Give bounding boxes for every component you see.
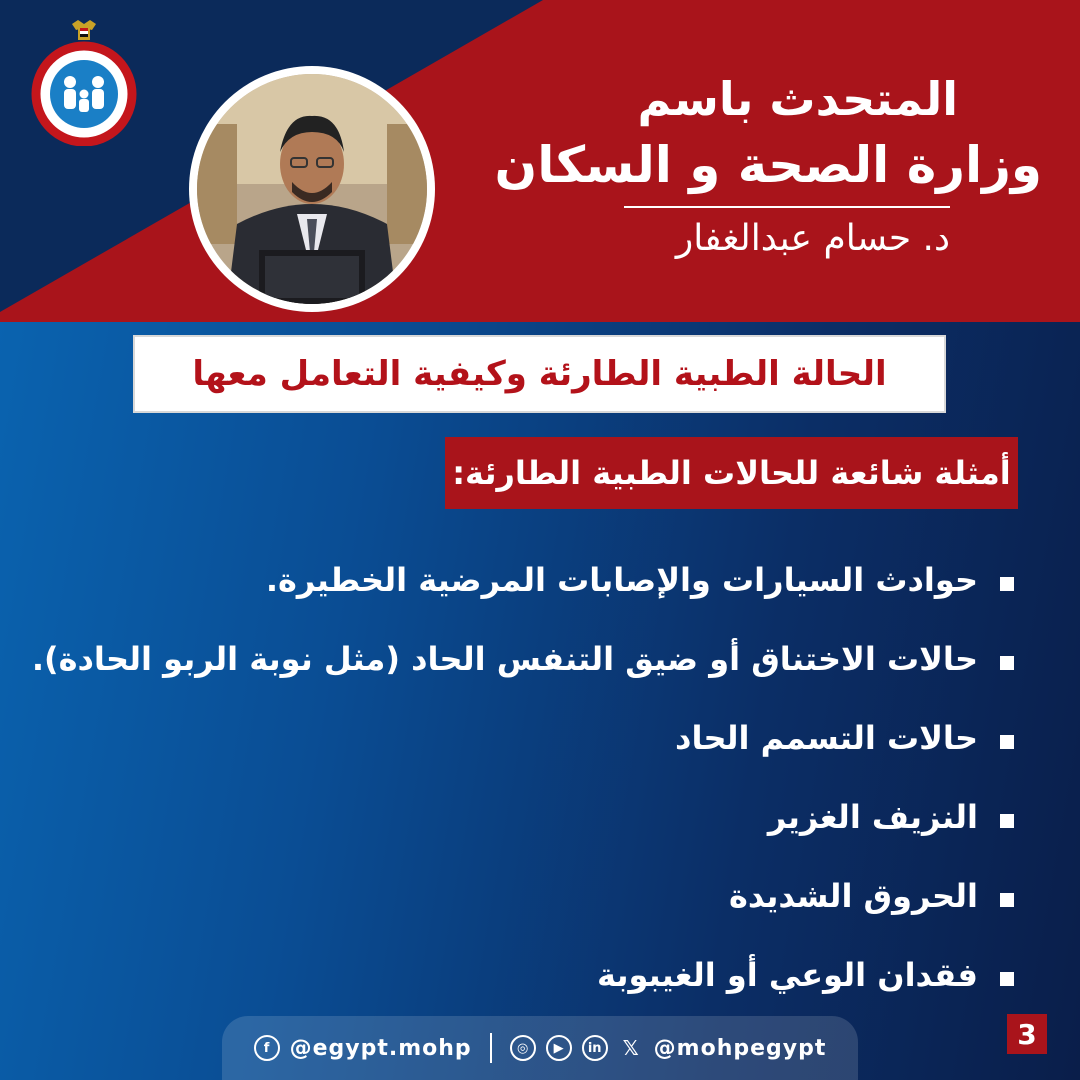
speaker-photo-frame bbox=[189, 66, 435, 312]
instagram-icon[interactable]: ◎ bbox=[510, 1035, 536, 1061]
linkedin-icon[interactable]: in bbox=[582, 1035, 608, 1061]
social-footer bbox=[222, 1016, 858, 1080]
x-icon[interactable]: 𝕏 bbox=[622, 1036, 639, 1060]
footer-separator bbox=[490, 1033, 492, 1063]
list-item bbox=[54, 935, 1014, 1014]
eagle-emblem-icon bbox=[72, 20, 96, 40]
list-item bbox=[54, 698, 1014, 777]
list-item bbox=[54, 777, 1014, 856]
list-item-text: النزيف الغزير bbox=[767, 797, 978, 836]
subheading: أمثلة شائعة للحالات الطبية الطارئة: bbox=[452, 454, 1011, 492]
title-line-1: المتحدث باسم bbox=[637, 72, 958, 126]
speaker-name: د. حسام عبدالغفار bbox=[675, 218, 950, 259]
title-line-2: وزارة الصحة و السكان bbox=[494, 136, 1042, 194]
facebook-handle[interactable]: @egypt.mohp bbox=[289, 1035, 472, 1061]
square-bullet-icon bbox=[1000, 577, 1014, 591]
list-item-text: الحروق الشديدة bbox=[728, 876, 978, 915]
title-divider bbox=[624, 206, 950, 208]
subheading-box bbox=[445, 437, 1018, 509]
list-item-text: فقدان الوعي أو الغيبوبة bbox=[597, 955, 978, 994]
square-bullet-icon bbox=[1000, 814, 1014, 828]
facebook-icon[interactable]: f bbox=[254, 1035, 280, 1061]
ministry-logo bbox=[28, 18, 140, 146]
page-number-badge: 3 bbox=[1007, 1014, 1047, 1054]
emergency-examples-list bbox=[31, 540, 1014, 1014]
list-item bbox=[31, 619, 1014, 698]
square-bullet-icon bbox=[1000, 656, 1014, 670]
page-heading: الحالة الطبية الطارئة وكيفية التعامل معها bbox=[192, 354, 887, 394]
square-bullet-icon bbox=[1000, 893, 1014, 907]
list-item bbox=[54, 540, 1014, 619]
list-item-text: حالات الاختناق أو ضيق التنفس الحاد (مثل نوبة الربو الحادة). bbox=[31, 639, 978, 678]
speaker-photo bbox=[197, 74, 427, 304]
youtube-icon[interactable]: ▶ bbox=[546, 1035, 572, 1061]
square-bullet-icon bbox=[1000, 972, 1014, 986]
social-handle[interactable]: @mohpegypt bbox=[653, 1035, 827, 1061]
list-item bbox=[54, 856, 1014, 935]
list-item-text: حالات التسمم الحاد bbox=[675, 718, 978, 757]
heading-box bbox=[133, 335, 946, 413]
square-bullet-icon bbox=[1000, 735, 1014, 749]
list-item-text: حوادث السيارات والإصابات المرضية الخطيرة. bbox=[265, 560, 978, 599]
